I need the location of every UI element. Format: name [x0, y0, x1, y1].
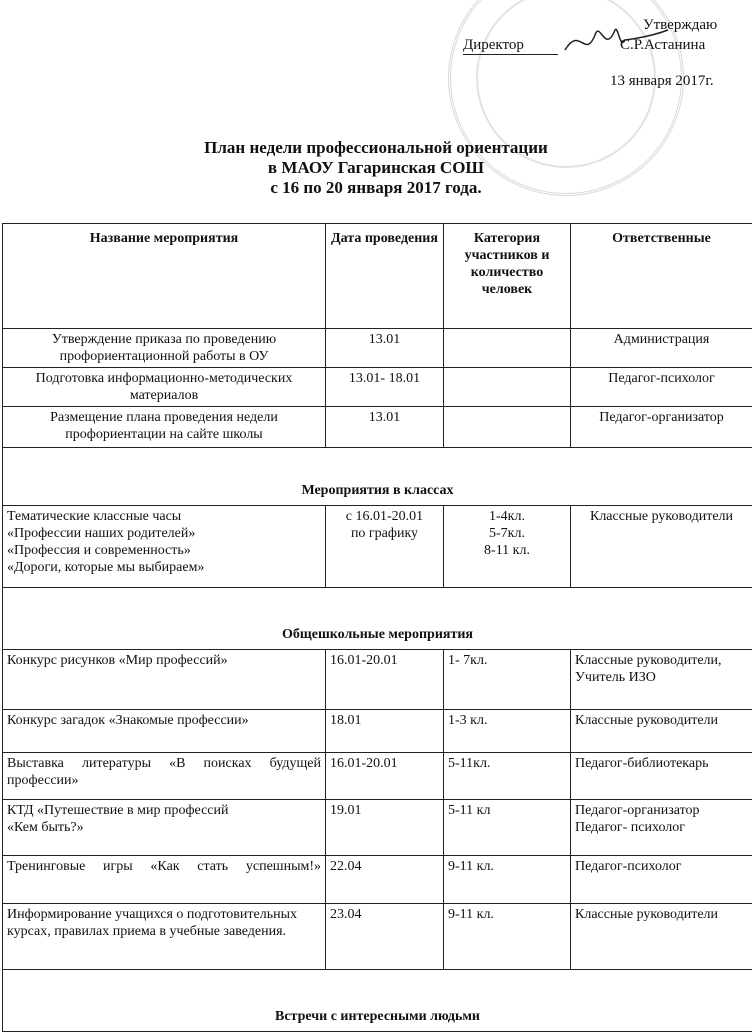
header-row	[3, 224, 752, 329]
column-header: Ответственные	[571, 224, 752, 329]
title-line: с 16 по 20 января 2017 года.	[0, 178, 752, 198]
table-row	[3, 856, 752, 904]
table-row	[3, 506, 752, 588]
table-cell: Размещение плана проведения недели профориентации на сайте школы	[3, 407, 326, 448]
table-cell: 9-11 кл.	[444, 856, 571, 904]
director-label: Директор	[463, 37, 558, 55]
table-cell: Конкурс загадок «Знакомые профессии»	[3, 710, 326, 753]
table-cell: Классные руководители	[571, 710, 752, 753]
table-cell: Информирование учащихся о подготовительных курсах, правилах приема в учебные заведения.	[3, 904, 326, 970]
table-cell: 19.01	[326, 800, 444, 856]
table-cell: Педагог-организатор	[571, 407, 752, 448]
table-row	[3, 904, 752, 970]
section-heading: Встречи с интересными людьми	[3, 970, 752, 1032]
table-row	[3, 710, 752, 753]
table-cell: Классные руководители	[571, 506, 752, 588]
table-cell: Педагог-психолог	[571, 856, 752, 904]
table-row	[3, 753, 752, 800]
table-cell: Педагог-психолог	[571, 368, 752, 407]
table-cell: 5-11кл.	[444, 753, 571, 800]
table-cell	[444, 407, 571, 448]
section-heading: Мероприятия в классах	[3, 448, 752, 506]
table-cell: 13.01- 18.01	[326, 368, 444, 407]
table-cell: 22.04	[326, 856, 444, 904]
table-cell: 18.01	[326, 710, 444, 753]
table-cell: Тематические классные часы «Профессии наших родителей» «Профессия и современность» «Дороги, которые мы выбираем»	[3, 506, 326, 588]
table-cell: 23.04	[326, 904, 444, 970]
table-cell: 16.01-20.01	[326, 753, 444, 800]
table-cell: Тренинговые игры «Как стать успешным!»	[3, 856, 326, 904]
table-cell	[444, 329, 571, 368]
table-row	[3, 407, 752, 448]
table-cell: 13.01	[326, 329, 444, 368]
table-cell: Утверждение приказа по проведению профориентационной работы в ОУ	[3, 329, 326, 368]
table-cell: 1-3 кл.	[444, 710, 571, 753]
section-row	[3, 588, 752, 650]
column-header: Категория участников и количество человек	[444, 224, 571, 329]
table-cell: с 16.01-20.01 по графику	[326, 506, 444, 588]
table-cell: 1- 7кл.	[444, 650, 571, 710]
table-row	[3, 800, 752, 856]
table-cell: Выставка литературы «В поисках будущей профессии»	[3, 753, 326, 800]
director-name: С.Р.Астанина	[620, 37, 705, 54]
table-cell: 13.01	[326, 407, 444, 448]
approval-date: 13 января 2017г.	[610, 73, 714, 90]
table-cell: 5-11 кл	[444, 800, 571, 856]
document-title	[0, 138, 752, 198]
section-row	[3, 970, 752, 1032]
table-cell: 9-11 кл.	[444, 904, 571, 970]
column-header: Дата проведения	[326, 224, 444, 329]
title-line: План недели профессиональной ориентации	[0, 138, 752, 158]
section-heading: Общешкольные мероприятия	[3, 588, 752, 650]
table-cell: Классные руководители	[571, 904, 752, 970]
title-line: в МАОУ Гагаринская СОШ	[0, 158, 752, 178]
table-cell: 16.01-20.01	[326, 650, 444, 710]
column-header: Название мероприятия	[3, 224, 326, 329]
table-cell: Педагог-библиотекарь	[571, 753, 752, 800]
table-cell: Администрация	[571, 329, 752, 368]
table-row	[3, 329, 752, 368]
events-table	[2, 223, 752, 1032]
table-cell: КТД «Путешествие в мир профессий «Кем быть?»	[3, 800, 326, 856]
table-cell: 1-4кл. 5-7кл. 8-11 кл.	[444, 506, 571, 588]
table-row	[3, 650, 752, 710]
table-cell: Педагог-организатор Педагог- психолог	[571, 800, 752, 856]
table-cell: Конкурс рисунков «Мир профессий»	[3, 650, 326, 710]
table-row	[3, 368, 752, 407]
approve-label: Утверждаю	[643, 17, 717, 34]
table-cell	[444, 368, 571, 407]
table-cell: Классные руководители, Учитель ИЗО	[571, 650, 752, 710]
table-cell: Подготовка информационно-методических материалов	[3, 368, 326, 407]
section-row	[3, 448, 752, 506]
